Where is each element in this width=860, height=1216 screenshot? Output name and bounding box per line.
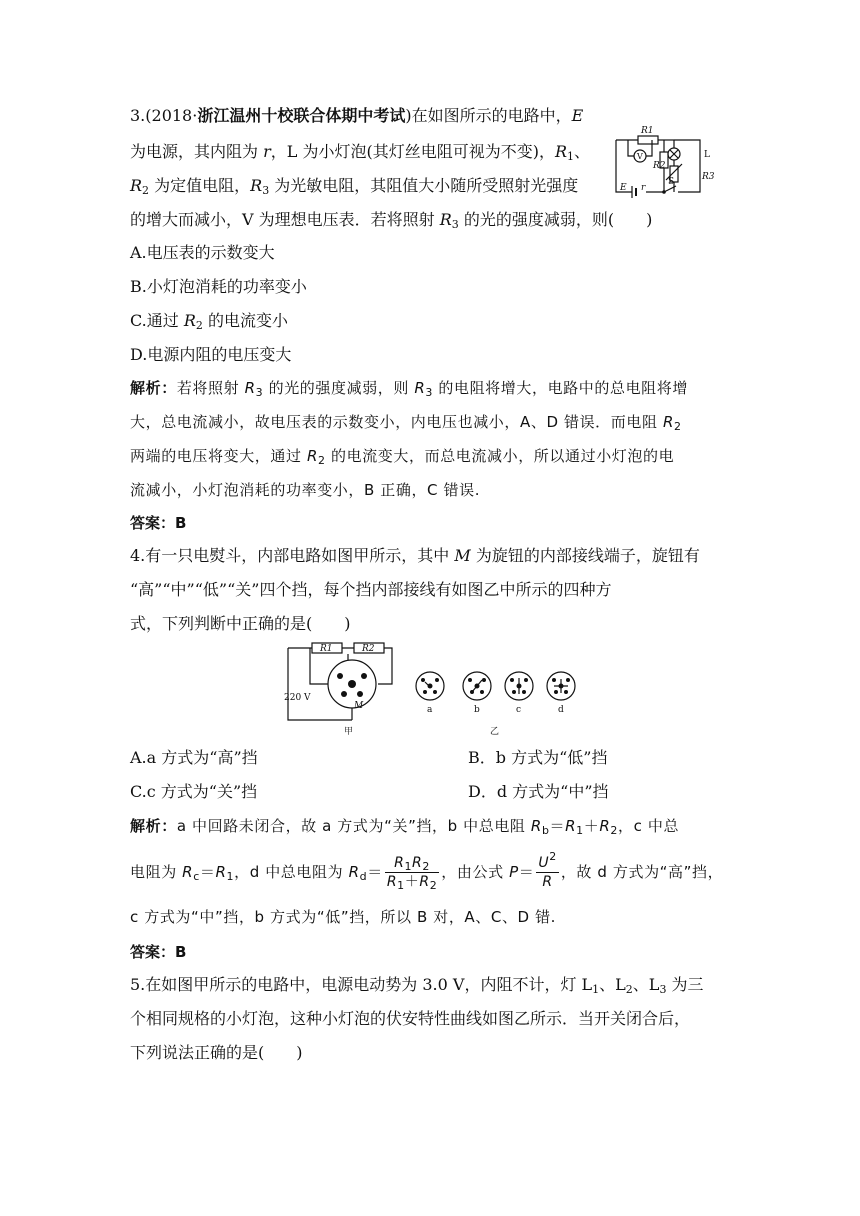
q3-option-c: C.通过 $R_2$ 的电流变小: [130, 311, 288, 332]
label-d: d: [558, 705, 564, 715]
q3-analysis-4: 流减小，小灯泡消耗的功率变小，B 正确，C 错误.: [130, 481, 481, 499]
q3-analysis-1: 解析：若将照射 $R_3$ 的光的强度减弱，则 $R_3$ 的电阻将增大，电路中的总电阻将增: [130, 379, 688, 399]
q4-analysis-1: 解析：a 中回路未闭合，故 a 方式为“关”挡，b 中总电阻 $R_b=R_1+R_2$，c 中总: [130, 817, 680, 837]
q3-answer: 答案：B: [130, 514, 187, 532]
q3-line-3: $R_2$ 为定值电阻，$R_3$ 为光敏电阻，其阻值大小随所受照射光强度: [130, 176, 579, 197]
q4-line-2: “高”“中”“低”“关”四个挡，每个挡内部接线有如图乙中所示的四种方: [130, 580, 612, 599]
label-l: L: [704, 150, 710, 160]
q3-option-b: B.小灯泡消耗的功率变小: [130, 277, 307, 296]
label-e: E: [620, 183, 627, 193]
label-jia: 甲: [344, 727, 354, 737]
q4-option-a: A.a 方式为“高”挡: [130, 748, 258, 767]
q4-figures: [280, 640, 590, 740]
label-r3: R3: [702, 172, 715, 182]
q4-option-c: C.c 方式为“关”挡: [130, 782, 258, 801]
q3-line-4: 的增大而减小，V 为理想电压表．若将照射 $R_3$ 的光的强度减弱，则( ): [130, 210, 653, 231]
label-220v: 220 V: [284, 693, 311, 703]
q3-circuit-diagram: [608, 122, 720, 202]
q3-option-a: A.电压表的示数变大: [130, 243, 275, 262]
label-r1: R1: [641, 126, 654, 136]
label-v: V: [637, 152, 643, 161]
q4-option-b: B．b 方式为“低”挡: [468, 748, 608, 767]
label-b: b: [474, 705, 480, 715]
label-s: S: [668, 177, 675, 187]
q5-line-1: 5.在如图甲所示的电路中，电源电动势为 3.0 V，内阻不计，灯 $L_1$、$L_2$、$L_3$ 为三: [130, 975, 704, 996]
label-yi: 乙: [490, 727, 500, 737]
label-r2: R2: [653, 161, 666, 171]
q4-analysis-2: 电阻为 $R_c=R_1$，d 中总电阻为 $R_d=$ $\frac{R_1R_2}{R_1+R_2}$ ，由公式 P＝ $\frac{U^2}{R}$ ，故 d 方式为“高”挡，: [130, 850, 724, 892]
label-c: c: [516, 705, 522, 715]
q4-line-3: 式，下列判断中正确的是( ): [130, 614, 351, 633]
label-a: a: [427, 705, 433, 715]
q4-line-1: 4.有一只电熨斗，内部电路如图甲所示，其中 M 为旋钮的内部接线端子，旋钮有: [130, 546, 700, 565]
q4-option-d: D．d 方式为“中”挡: [468, 782, 609, 801]
label-r2-jia: R2: [362, 644, 375, 654]
label-r1-jia: R1: [320, 644, 333, 654]
q3-analysis-3: 两端的电压将变大，通过 $R_2$ 的电流变大，而总电流减小，所以通过小灯泡的电: [130, 447, 675, 467]
q3-analysis-2: 大，总电流减小，故电压表的示数变小，内电压也减小，A、D 错误．而电阻 $R_2$: [130, 413, 682, 433]
q5-line-3: 下列说法正确的是( ): [130, 1043, 303, 1062]
q3-option-d: D.电源内阻的电压变大: [130, 345, 292, 364]
r1-resistor: [638, 136, 658, 144]
q5-line-2: 个相同规格的小灯泡，这种小灯泡的伏安特性曲线如图乙所示．当开关闭合后，: [130, 1009, 691, 1028]
q4-answer: 答案：B: [130, 943, 187, 961]
q3-line-1: 3.(2018·浙江温州十校联合体期中考试)在如图所示的电路中，E: [130, 106, 584, 125]
q4-analysis-3: c 方式为“中”挡，b 方式为“低”挡，所以 B 对，A、C、D 错.: [130, 908, 557, 926]
label-r: r: [641, 183, 646, 193]
q3-line-2: 为电源，其内阻为 r，L 为小灯泡(其灯丝电阻可视为不变)，$R_1$、: [130, 142, 591, 163]
label-m: M: [354, 701, 364, 711]
